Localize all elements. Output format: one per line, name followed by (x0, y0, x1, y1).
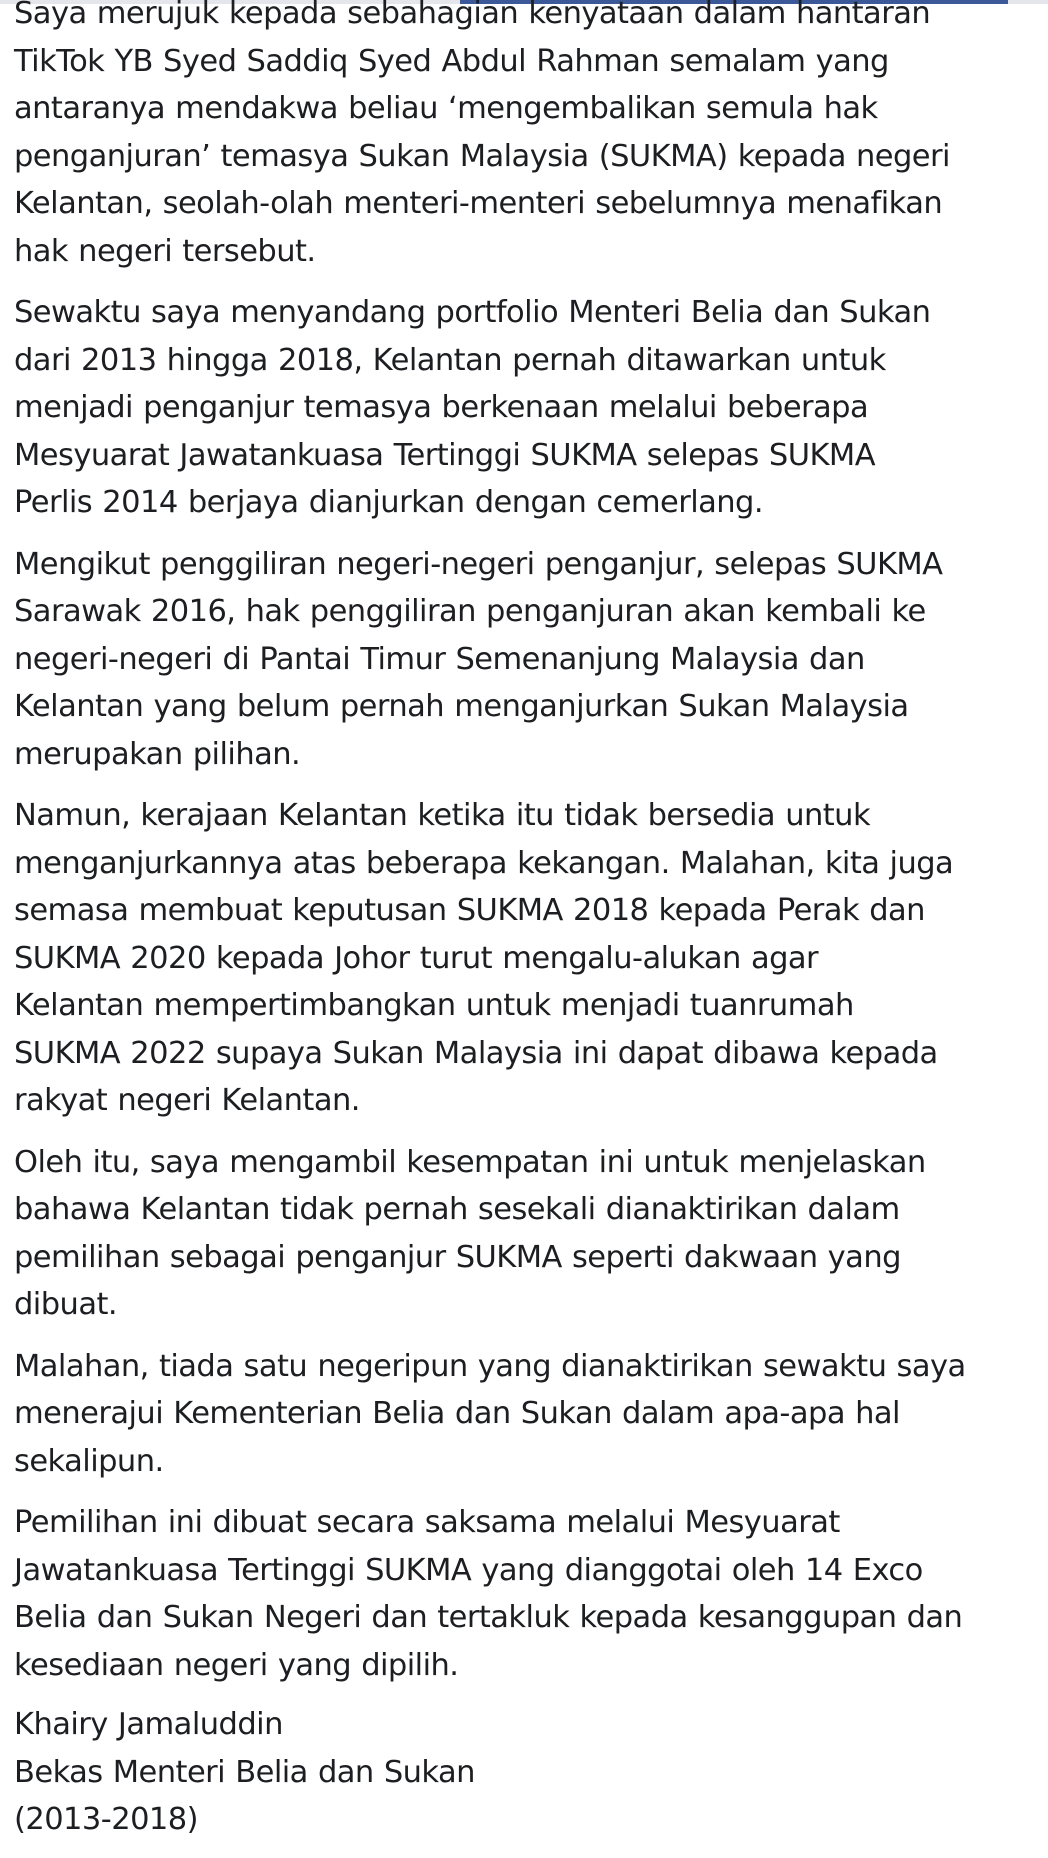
paragraph-2-line-4: Mesyuarat Jawatankuasa Tertinggi SUKMA selepas SUKMA (14, 437, 876, 473)
paragraph-3-line-2: Sarawak 2016, hak penggiliran penganjuran akan kembali ke (14, 594, 926, 629)
paragraph-3-line-3: negeri-negeri di Pantai Timur Semenanjung Malaysia dan (14, 641, 865, 677)
paragraph-6-line-1: Malahan, tiada satu negeripun yang dianaktirikan sewaktu saya (14, 1348, 966, 1384)
paragraph-1-line-1: Saya merujuk kepada sebahagian kenyataan dalam hantaran (14, 0, 931, 31)
paragraph-4-line-6: SUKMA 2022 supaya Sukan Malaysia ini dapat dibawa kepada (14, 1035, 938, 1071)
paragraph-6-line-2: menerajui Kementerian Belia dan Sukan dalam apa-apa hal (14, 1396, 900, 1431)
paragraph-5-line-3: pemilihan sebagai penganjur SUKMA seperti dakwaan yang (14, 1239, 901, 1275)
paragraph-3-line-1: Mengikut penggiliran negeri-negeri penganjur, selepas SUKMA (14, 546, 943, 582)
paragraph-2 (14, 289, 1044, 527)
paragraph-5-line-2: bahawa Kelantan tidak pernah sesekali dianaktirikan dalam (14, 1192, 900, 1227)
paragraph-1-line-3: antaranya mendakwa beliau ‘mengembalikan semula hak (14, 91, 878, 126)
paragraph-4-line-2: menganjurkannya atas beberapa kekangan. Malahan, kita juga (14, 845, 954, 881)
paragraph-1-line-2: TikTok YB Syed Saddiq Syed Abdul Rahman semalam yang (14, 43, 889, 79)
signature-name: Khairy Jamaluddin (14, 1707, 283, 1742)
paragraph-7 (14, 1499, 1044, 1689)
paragraph-5 (14, 1139, 1044, 1329)
signature-block (14, 1701, 1044, 1844)
paragraph-6-line-3: sekalipun. (14, 1443, 164, 1479)
paragraph-4-line-4: SUKMA 2020 kepada Johor turut mengalu-alukan agar (14, 940, 819, 976)
paragraph-1 (14, 0, 1044, 275)
signature-role: Bekas Menteri Belia dan Sukan (14, 1754, 475, 1790)
paragraph-5-line-1: Oleh itu, saya mengambil kesempatan ini untuk menjelaskan (14, 1144, 926, 1180)
signature-term: (2013-2018) (14, 1802, 198, 1837)
paragraph-7-line-4: kesediaan negeri yang dipilih. (14, 1647, 459, 1683)
paragraph-3-line-4: Kelantan yang belum pernah menganjurkan Sukan Malaysia (14, 689, 909, 724)
paragraph-2-line-1: Sewaktu saya menyandang portfolio Menteri Belia dan Sukan (14, 295, 931, 330)
paragraph-7-line-1: Pemilihan ini dibuat secara saksama melalui Mesyuarat (14, 1505, 840, 1540)
paragraph-4-line-3: semasa membuat keputusan SUKMA 2018 kepada Perak dan (14, 893, 925, 928)
paragraph-1-line-5: Kelantan, seolah-olah menteri-menteri sebelumnya menafikan (14, 186, 943, 221)
paragraph-2-line-2: dari 2013 hingga 2018, Kelantan pernah ditawarkan untuk (14, 342, 886, 378)
paragraph-5-line-4: dibuat. (14, 1287, 118, 1322)
paragraph-7-line-3: Belia dan Sukan Negeri dan tertakluk kepada kesanggupan dan (14, 1600, 963, 1635)
paragraph-1-line-6: hak negeri tersebut. (14, 233, 316, 269)
paragraph-1-line-4: penganjuran’ temasya Sukan Malaysia (SUKMA) kepada negeri (14, 138, 950, 174)
paragraph-6 (14, 1343, 1044, 1486)
paragraph-4 (14, 792, 1044, 1125)
post-body (14, 0, 1044, 1858)
paragraph-4-line-1: Namun, kerajaan Kelantan ketika itu tidak bersedia untuk (14, 798, 871, 833)
paragraph-4-line-5: Kelantan mempertimbangkan untuk menjadi tuanrumah (14, 988, 854, 1023)
paragraph-2-line-3: menjadi penganjur temasya berkenaan melalui beberapa (14, 390, 869, 425)
paragraph-2-line-5: Perlis 2014 berjaya dianjurkan dengan cemerlang. (14, 485, 763, 520)
paragraph-3-line-5: merupakan pilihan. (14, 736, 301, 772)
paragraph-4-line-7: rakyat negeri Kelantan. (14, 1083, 360, 1118)
paragraph-3 (14, 541, 1044, 779)
paragraph-7-line-2: Jawatankuasa Tertinggi SUKMA yang dianggotai oleh 14 Exco (14, 1552, 923, 1588)
